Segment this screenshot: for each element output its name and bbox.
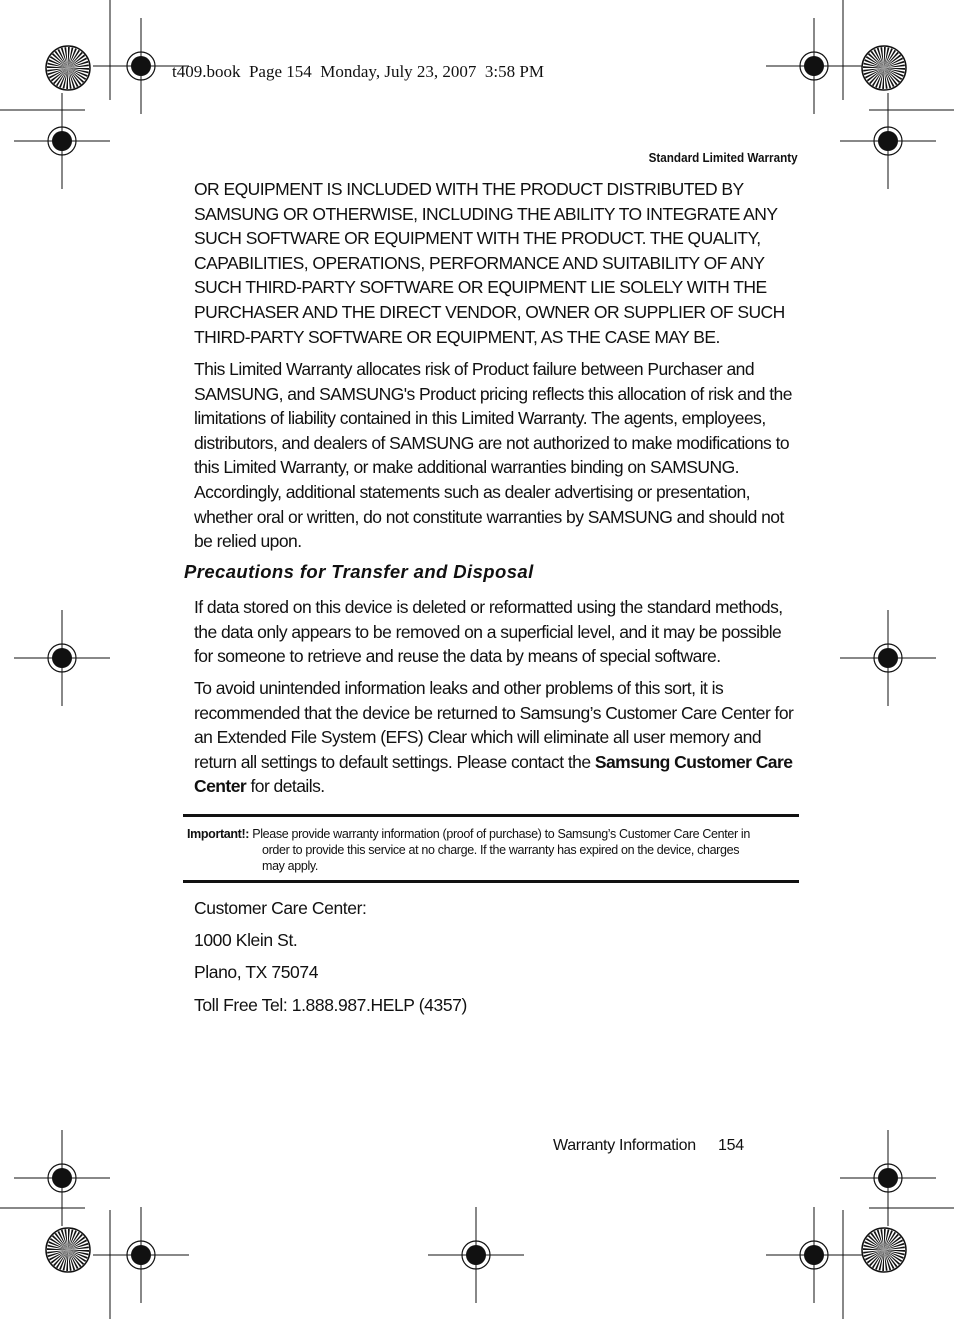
paragraph-efs-clear (194, 676, 800, 799)
note-bottom-rule (183, 880, 799, 883)
note-line-2: order to provide this service at no charge. If the warranty has expired on the device, charges (262, 843, 740, 857)
paragraph-risk-allocation: This Limited Warranty allocates risk of Product failure between Purchaser and SAMSUNG, and SAMSUNG's Product pricing reflects this allocation of risk and the limitations of liability contained in this Limited Warranty. The agents, employees, distributors, and dealers of SAMSUNG are not authorized to make modifications to this Limited Warranty, or make additional warranties binding on SAMSUNG. Accordingly, additional statements such as dealer advertising or presentation, whether oral or written, do not constitute warranties by SAMSUNG and should not be relied upon. (194, 359, 792, 552)
address-name: Customer Care Center: (194, 898, 367, 918)
address-phone: Toll Free Tel: 1.888.987.HELP (4357) (194, 995, 467, 1015)
important-note (187, 826, 799, 874)
starburst-ray (884, 1250, 905, 1252)
customer-care-center-bold: Samsung Customer Care Center (194, 751, 793, 797)
efs-text-end: for details. (246, 776, 325, 797)
note-line-3: may apply. (262, 859, 319, 873)
starburst-ray (68, 1250, 89, 1252)
paragraph-disclaimer: OR EQUIPMENT IS INCLUDED WITH THE PRODUCT DISTRIBUTED BY SAMSUNG OR OTHERWISE, INCLUDING THE ABILITY TO INTEGRATE ANY SUCH SOFTWARE OR EQUIPMENT WITH THE PRODUCT. THE QUALITY, CAPABILITIES, OPERATIONS, PERFORMANCE AND SUITABILITY OF ANY SUCH THIRD-PARTY SOFTWARE OR EQUIPMENT LIE SOLELY WITH THE PURCHASER AND THE DIRECT VENDOR, OWNER OR SUPPLIER OF SUCH THIRD-PARTY SOFTWARE OR EQUIPMENT, AS THE CASE MAY BE. (194, 179, 785, 347)
section-title: Precautions for Transfer and Disposal (184, 561, 534, 582)
starburst-ray (66, 68, 68, 89)
starburst-ray (882, 1250, 884, 1271)
starburst-ray (882, 68, 884, 89)
note-line-1: Please provide warranty information (proof of purchase) to Samsung’s Customer Care Center in (249, 827, 750, 841)
starburst-ray (863, 66, 884, 68)
starburst-ray (47, 1248, 68, 1250)
footer-section: Warranty Information (553, 1137, 696, 1154)
note-top-rule (183, 814, 799, 817)
starburst-ray (68, 1229, 70, 1250)
starburst-ray (863, 1248, 884, 1250)
book-stamp: t409.book Page 154 Monday, July 23, 2007 3:58 PM (172, 62, 544, 81)
starburst-ray (47, 66, 68, 68)
footer-page-number: 154 (718, 1137, 744, 1154)
starburst-ray (68, 47, 70, 68)
address-street: 1000 Klein St. (194, 930, 298, 950)
starburst-ray (884, 47, 886, 68)
efs-text: To avoid unintended information leaks and other problems of this sort, it is recommended that the device be returned to Samsung’s Customer Care Center for an Extended File System (EFS) Clear which will eliminate all user memory and return all settings to default settings. Please contact the (194, 678, 794, 772)
starburst-ray (884, 68, 905, 70)
address-city: Plano, TX 75074 (194, 962, 319, 982)
starburst-ray (884, 1229, 886, 1250)
starburst-ray (68, 68, 89, 70)
note-label: Important!: (187, 827, 250, 841)
starburst-ray (66, 1250, 68, 1271)
running-head: Standard Limited Warranty (648, 150, 798, 165)
paragraph-data-deletion: If data stored on this device is deleted or reformatted using the standard methods, the data only appears to be removed on a superficial level, and it may be possible for someone to retrieve and reuse the data by means of special software. (194, 597, 783, 667)
